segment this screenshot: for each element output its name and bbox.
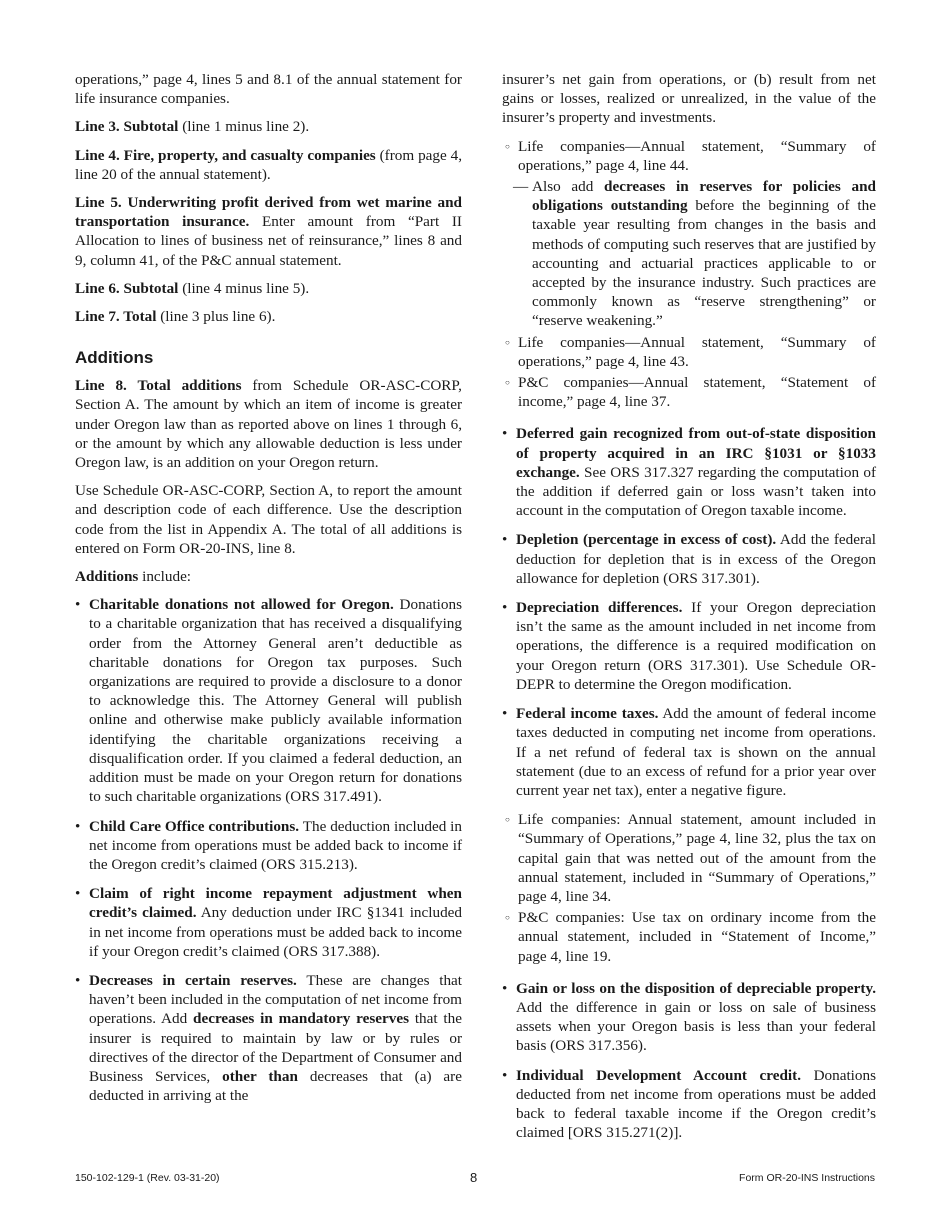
list-item: • Decreases in certain reserves. These are changes that haven’t been included in the computation of net income from operations. Add decreases in mandatory reserves that the insurer is required to maintain by law or by rules or directives of the director of the Department of Consumer and Business Services, other than decreases that (a) are deducted in arriving at the (75, 971, 462, 1105)
paragraph: Use Schedule OR-ASC-CORP, Section A, to report the amount and description code of each difference. Use the description code from the list in Appendix A. The total of all additions is entered on Form OR-20-INS, line 8. (75, 482, 462, 557)
list-item: • Deferred gain recognized from out-of-state disposition of property acquired in an IRC §1031 or §1033 exchange. See ORS 317.327 regarding the computation of the addition if deferred gain or loss wasn’t taken into account in the computation of Oregon taxable income. (502, 424, 876, 520)
list-item: • Federal income taxes. Add the amount of federal income taxes deducted in computing net income from operations. If a net refund of federal tax is shown on the annual statement (due to an excess of refund for a prior year over current year net tax), enter a negative figure. (502, 704, 876, 800)
sub-list-item: ○ Life companies—Annual statement, “Summary of operations,” page 4, line 44. (503, 137, 876, 175)
left-column (75, 70, 462, 1115)
sub-list-item: ○ P&C companies—Annual statement, “Statement of income,” page 4, line 37. (503, 373, 876, 411)
line-5-paragraph: Line 5. Underwriting profit derived from wet marine and transportation insurance. Enter amount from “Part II Allocation to lines of business net of reinsurance,” lines 8 and 9, column 41, of the P&C annual statement. (75, 194, 462, 269)
sub-list (503, 810, 876, 966)
list-item: • Charitable donations not allowed for Oregon. Donations to a charitable organization that has received a disqualifying order from the Attorney General aren’t deductible as charitable donations for Oregon tax purposes. Such organizations are required to provide a disclosure to a donor to acknowledge this. The Attorney General will publish online and otherwise make publicly available information identifying the charitable organizations receiving a disqualification order. If you claimed a federal deduction, an addition must be made on your Oregon return for donations to such charitable organizations (ORS 317.491). (75, 595, 462, 806)
list-item: • Claim of right income repayment adjustment when credit’s claimed. Any deduction under IRC §1341 included in net income from operations must be added back to income if your Oregon credit’s claimed (ORS 317.388). (75, 884, 462, 961)
footer-form-id: 150-102-129-1 (Rev. 03-31-20) (75, 1172, 220, 1184)
line-6-paragraph: Line 6. Subtotal (line 4 minus line 5). (75, 279, 310, 297)
line-8-paragraph: Line 8. Total additions from Schedule OR-ASC-CORP, Section A. The amount by which an item of income is greater under Oregon law than as reported above on lines 1 through 6, or the amount by which any allowable deduction is less under Oregon law, is an addition on your Oregon return. (75, 377, 462, 472)
paragraph: operations,” page 4, lines 5 and 8.1 of the annual statement for life insurance companies. (75, 71, 462, 108)
right-column (502, 70, 876, 1152)
list-item: • Depletion (percentage in excess of cost). Add the federal deduction for depletion that is in excess of the Oregon allowance for depletion (ORS 317.301). (502, 530, 876, 588)
nested-list-item: — Also add decreases in reserves for policies and obligations outstanding before the beginning of the taxable year resulting from changes in the basis and methods of computing such reserves that are justified by accounting and actuarial practices applicable to or accepted by the insurance industry. Such practices are commonly known as “reserve strengthening” or “reserve weakening.” (503, 177, 876, 331)
footer-form-title: Form OR-20-INS Instructions (739, 1172, 875, 1184)
line-3-paragraph: Line 3. Subtotal (line 1 minus line 2). (75, 118, 310, 136)
sub-list (503, 137, 876, 412)
list-item: • Gain or loss on the disposition of depreciable property. Add the difference in gain or loss on sale of business assets when your Oregon basis is less than your federal basis (ORS 317.356). (502, 979, 876, 1056)
list-item: • Child Care Office contributions. The deduction included in net income from operations must be added back to income if the Oregon credit’s claimed (ORS 315.213). (75, 817, 462, 875)
line-4-paragraph: Line 4. Fire, property, and casualty companies (from page 4, line 20 of the annual statement). (75, 146, 463, 183)
paragraph: insurer’s net gain from operations, or (b) result from net gains or losses, realized or unrealized, in the value of the insurer’s property and investments. (502, 71, 876, 127)
sub-list-item: ○ Life companies—Annual statement, “Summary of operations,” page 4, line 43. (503, 333, 876, 371)
line-7-paragraph: Line 7. Total (line 3 plus line 6). (75, 308, 276, 326)
sub-list-item: ○ Life companies: Annual statement, amount included in “Summary of Operations,” page 4, line 32, plus the tax on capital gain that was netted out of the amount from the annual statement, included in “Summary of Operations,” page 4, line 34. (503, 810, 876, 906)
page-number: 8 (470, 1170, 478, 1185)
list-item: • Individual Development Account credit. Donations deducted from net income from operations must be added back to federal taxable income if the Oregon credit’s claimed [ORS 315.271(2)]. (502, 1066, 876, 1143)
list-item: • Depreciation differences. If your Oregon depreciation isn’t the same as the amount included in net income from operations, the difference is a required modification on your Oregon return (ORS 317.301). Use Schedule OR-DEPR to determine the Oregon modification. (502, 598, 876, 694)
additions-intro: Additions include: (75, 568, 192, 586)
sub-list-item: ○ P&C companies: Use tax on ordinary income from the annual statement, included in “Statement of Income,” page 4, line 19. (503, 908, 876, 966)
section-heading-additions: Additions (75, 348, 154, 368)
